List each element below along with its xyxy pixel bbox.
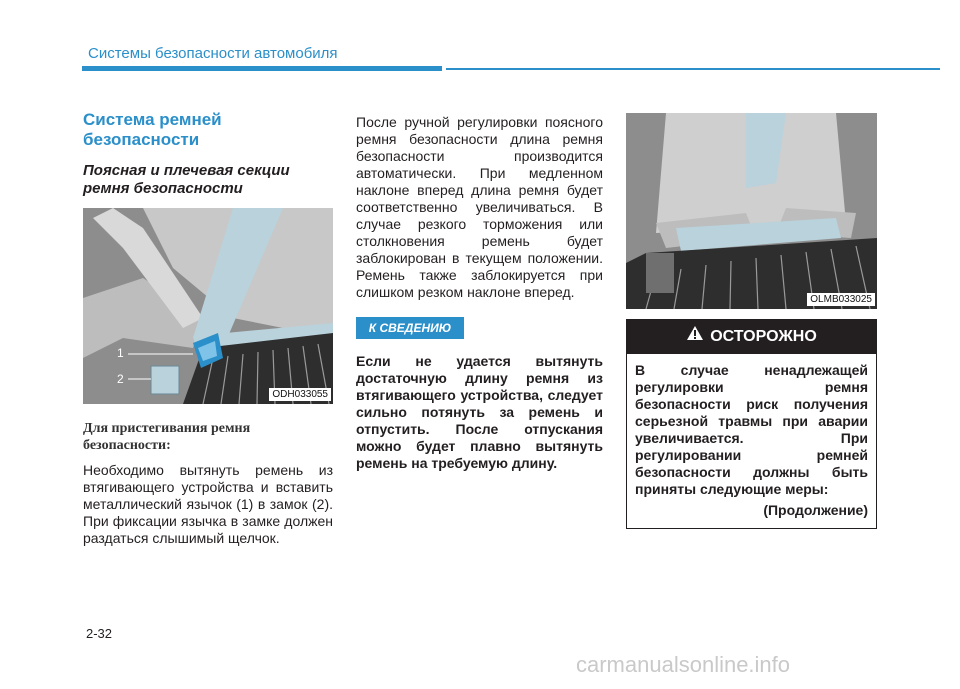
callout-2: 2 bbox=[117, 372, 124, 386]
seatbelt-lap-illustration bbox=[626, 113, 877, 309]
section-title: Система ремней безопасности bbox=[83, 110, 222, 149]
warning-body bbox=[627, 354, 876, 528]
warning-text: В случае ненадлежащей регулировки ремня безопасности риск получения серьезной травмы при аварии увеличивается. При регулировании ремней безопасности должны быть приняты следующие меры: bbox=[635, 362, 868, 497]
seatbelt-buckle-figure bbox=[83, 208, 333, 404]
page-number: 2-32 bbox=[86, 626, 113, 641]
header-rule-thin bbox=[446, 68, 940, 70]
left-body-text: Необходимо вытянуть ремень из втягивающего устройства и вставить металлический язычок (1) в замок (2). При фиксации язычка в замке должен раздаться слышимый щелчок. bbox=[83, 462, 333, 546]
right-column bbox=[626, 113, 877, 529]
serif-heading: Для пристегивания ремня безопасности: bbox=[83, 421, 251, 453]
notice-body-text: Если не удается вытянуть достаточную длину ремня из втягивающего устройства, следует сильно потянуть за ремень и отпустить. После отпускания можно будет плавно вытянуть ремень на требуемую длину. bbox=[356, 353, 603, 471]
warning-label: ОСТОРОЖНО bbox=[710, 328, 817, 346]
figure-code-2: OLMB033025 bbox=[807, 293, 875, 306]
middle-column bbox=[356, 114, 603, 472]
sub-title: Поясная и плечевая секции ремня безопасности bbox=[83, 162, 290, 197]
notice-badge: К СВЕДЕНИЮ bbox=[356, 317, 464, 339]
warning-header bbox=[627, 320, 876, 354]
warning-triangle-icon bbox=[686, 320, 704, 354]
watermark: carmanualsonline.info bbox=[576, 652, 791, 677]
callout-1: 1 bbox=[117, 346, 124, 360]
warning-box bbox=[626, 319, 877, 529]
figure-code: ODH033055 bbox=[269, 388, 331, 401]
left-column bbox=[83, 110, 333, 547]
middle-body-text: После ручной регулировки поясного ремня безопасности длина ремня безопасности производится автоматически. При медленном наклоне вперед длина ремня будет соответственно увеличиваться. В случае резкого торможения или столкновения ремень будет заблокирован в текущем положении. Ремень также заблокируется при слишком резком наклоне вперед. bbox=[356, 114, 603, 300]
header-title: Системы безопасности автомобиля bbox=[88, 45, 338, 62]
continued-label: (Продолжение) bbox=[763, 502, 868, 518]
header-rule-thick bbox=[82, 66, 442, 71]
seatbelt-lap-figure bbox=[626, 113, 877, 309]
